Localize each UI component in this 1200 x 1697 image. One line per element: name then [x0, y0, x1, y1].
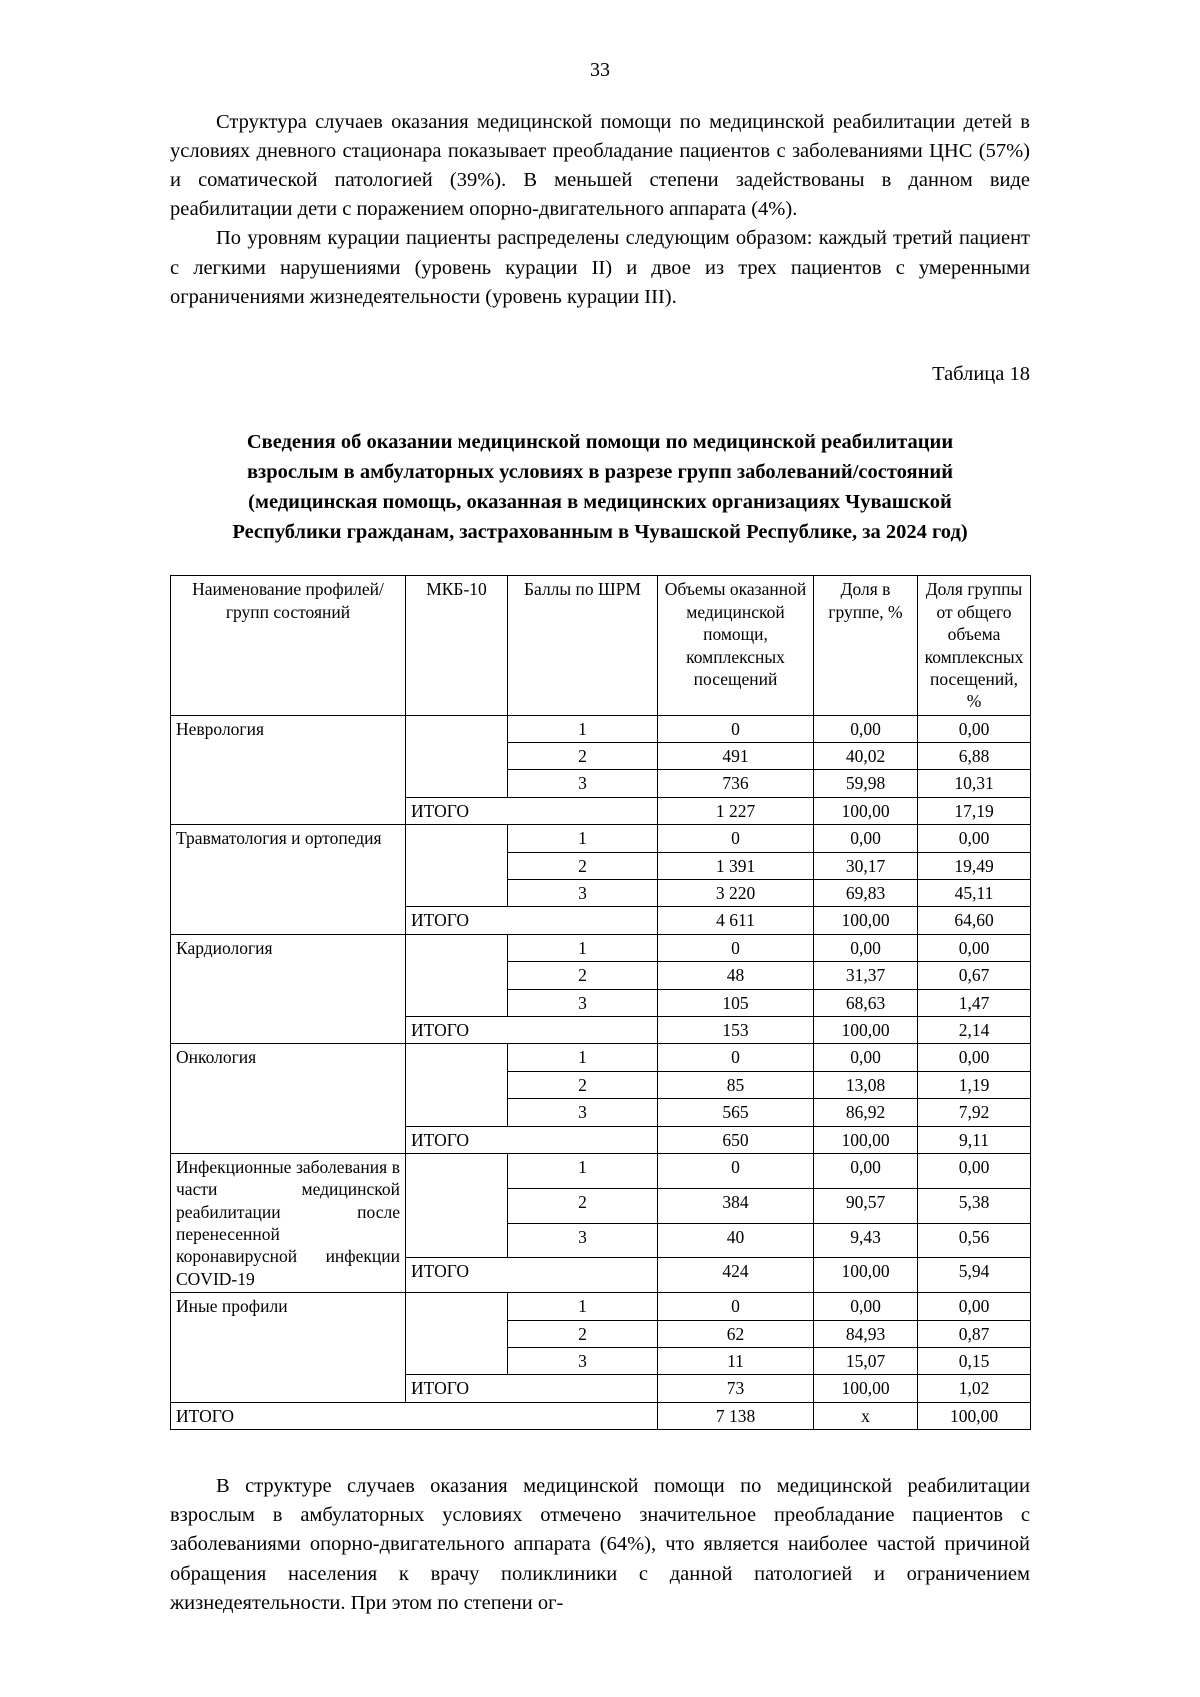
- share-total-cell: 5,38: [918, 1188, 1031, 1223]
- share-group-cell: 90,57: [814, 1188, 918, 1223]
- volume-cell: 0: [658, 715, 814, 742]
- share-group-cell: 0,00: [814, 1153, 918, 1188]
- grand-total-label: ИТОГО: [171, 1402, 658, 1429]
- shrm-cell: 3: [508, 880, 658, 907]
- paragraph-tail-1: В структуре случаев оказания медицинской помощи по медицинской реабилитации взрослым в амбулаторных условиях отмечено значительное преобладание пациентов с заболеваниями опорно-двигательного аппарата (64%), что является наиболее частой причиной обращения населения к врачу поликлиники с данной патологией и ограничением жизнедеятельности. При этом по степени ог-: [170, 1475, 1030, 1614]
- group-total-label: ИТОГО: [406, 797, 658, 824]
- share-total-cell: 0,00: [918, 1044, 1031, 1071]
- share-group-cell: 86,92: [814, 1099, 918, 1126]
- table-row: [171, 1153, 1031, 1188]
- share-group-cell: 68,63: [814, 989, 918, 1016]
- page-content: [170, 108, 1030, 1618]
- volume-cell: 153: [658, 1016, 814, 1043]
- share-group-cell: 69,83: [814, 880, 918, 907]
- share-group-cell: 100,00: [814, 1375, 918, 1402]
- volume-cell: 1 227: [658, 797, 814, 824]
- shrm-cell: 1: [508, 825, 658, 852]
- group-name-cell: Инфекционные заболевания в части медицинской реабилитации после перенесенной коронавирусной инфекции COVID-19: [171, 1153, 406, 1292]
- page-number: 33: [590, 59, 610, 81]
- share-total-cell: 6,88: [918, 743, 1031, 770]
- group-name-cell: Иные профили: [171, 1293, 406, 1403]
- column-header-volume: Объемы оказанной медицинской помощи, комплексных посещений: [658, 576, 814, 715]
- rehabilitation-data-table: [170, 575, 1031, 1430]
- group-total-label: ИТОГО: [406, 1016, 658, 1043]
- volume-cell: 85: [658, 1071, 814, 1098]
- share-group-cell: 100,00: [814, 1126, 918, 1153]
- share-total-cell: 0,00: [918, 825, 1031, 852]
- share-total-cell: 1,19: [918, 1071, 1031, 1098]
- column-header-shrm: Баллы по ШРМ: [508, 576, 658, 715]
- volume-cell: 650: [658, 1126, 814, 1153]
- share-total-cell: 45,11: [918, 880, 1031, 907]
- group-name-cell: Кардиология: [171, 934, 406, 1044]
- mkb-cell: [406, 825, 508, 907]
- shrm-cell: 1: [508, 1153, 658, 1188]
- share-total-cell: 0,00: [918, 934, 1031, 961]
- shrm-cell: 3: [508, 770, 658, 797]
- volume-cell: 736: [658, 770, 814, 797]
- table-row-grand-total: [171, 1402, 1031, 1429]
- volume-cell: 73: [658, 1375, 814, 1402]
- table-row: [171, 1293, 1031, 1320]
- table-header-row: [171, 576, 1031, 715]
- mkb-cell: [406, 1293, 508, 1375]
- share-total-cell: 17,19: [918, 797, 1031, 824]
- volume-cell: 4 611: [658, 907, 814, 934]
- share-total-cell: 0,87: [918, 1320, 1031, 1347]
- share-group-cell: 0,00: [814, 715, 918, 742]
- paragraph-intro-2: По уровням курации пациенты распределены следующим образом: каждый третий пациент с легкими нарушениями (уровень курации II) и двое из трех пациентов с умеренными ограничениями жизнедеятельности (уровень курации III).: [170, 227, 1030, 308]
- shrm-cell: 2: [508, 1071, 658, 1098]
- share-total-cell: 2,14: [918, 1016, 1031, 1043]
- volume-cell: 48: [658, 962, 814, 989]
- share-group-cell: 31,37: [814, 962, 918, 989]
- column-header-share-group: Доля в группе, %: [814, 576, 918, 715]
- share-group-cell: 100,00: [814, 1258, 918, 1293]
- column-header-mkb: МКБ-10: [406, 576, 508, 715]
- share-group-cell: 0,00: [814, 1293, 918, 1320]
- volume-cell: 105: [658, 989, 814, 1016]
- share-total-cell: 0,00: [918, 1293, 1031, 1320]
- column-header-share-total: Доля группы от общего объема комплексных посещений, %: [918, 576, 1031, 715]
- share-total-cell: 10,31: [918, 770, 1031, 797]
- shrm-cell: 3: [508, 989, 658, 1016]
- volume-cell: 11: [658, 1348, 814, 1375]
- share-total-cell: 0,00: [918, 715, 1031, 742]
- volume-cell: 491: [658, 743, 814, 770]
- share-group-cell: 0,00: [814, 825, 918, 852]
- shrm-cell: 3: [508, 1099, 658, 1126]
- table-title: Сведения об оказании медицинской помощи по медицинской реабилитации взрослым в амбулаторных условиях в разрезе групп заболеваний/состояний (медицинская помощь, оказанная в медицинских организациях Чувашской Республики гражданам, застрахованным в Чувашской Республике, за 2024 год): [232, 431, 968, 543]
- shrm-cell: 1: [508, 715, 658, 742]
- share-group-cell: 100,00: [814, 1016, 918, 1043]
- table-header: [171, 576, 1031, 715]
- share-total-cell: 100,00: [918, 1402, 1031, 1429]
- share-total-cell: 7,92: [918, 1099, 1031, 1126]
- group-name-cell: Травматология и ортопедия: [171, 825, 406, 935]
- volume-cell: 3 220: [658, 880, 814, 907]
- shrm-cell: 1: [508, 1293, 658, 1320]
- group-total-label: ИТОГО: [406, 1375, 658, 1402]
- table-row: [171, 1044, 1031, 1071]
- share-group-cell: 30,17: [814, 852, 918, 879]
- table-row: [171, 825, 1031, 852]
- share-total-cell: 0,00: [918, 1153, 1031, 1188]
- volume-cell: 565: [658, 1099, 814, 1126]
- paragraph-intro-1: Структура случаев оказания медицинской помощи по медицинской реабилитации детей в условиях дневного стационара показывает преобладание пациентов с заболеваниями ЦНС (57%) и соматической патологией (39%). В меньшей степени задействованы в данном виде реабилитации дети с поражением опорно-двигательного аппарата (4%).: [170, 111, 1030, 221]
- shrm-cell: 1: [508, 934, 658, 961]
- share-total-cell: 0,67: [918, 962, 1031, 989]
- share-total-cell: 5,94: [918, 1258, 1031, 1293]
- share-group-cell: 40,02: [814, 743, 918, 770]
- shrm-cell: 2: [508, 962, 658, 989]
- volume-cell: 40: [658, 1223, 814, 1258]
- share-group-cell: x: [814, 1402, 918, 1429]
- share-total-cell: 1,47: [918, 989, 1031, 1016]
- share-total-cell: 0,15: [918, 1348, 1031, 1375]
- share-group-cell: 0,00: [814, 934, 918, 961]
- share-group-cell: 9,43: [814, 1223, 918, 1258]
- share-total-cell: 1,02: [918, 1375, 1031, 1402]
- share-total-cell: 9,11: [918, 1126, 1031, 1153]
- mkb-cell: [406, 1044, 508, 1126]
- share-group-cell: 59,98: [814, 770, 918, 797]
- shrm-cell: 2: [508, 1188, 658, 1223]
- volume-cell: 62: [658, 1320, 814, 1347]
- shrm-cell: 3: [508, 1223, 658, 1258]
- share-group-cell: 15,07: [814, 1348, 918, 1375]
- volume-cell: 0: [658, 934, 814, 961]
- volume-cell: 384: [658, 1188, 814, 1223]
- column-header-name: Наименование профилей/групп состояний: [171, 576, 406, 715]
- volume-cell: 0: [658, 825, 814, 852]
- group-total-label: ИТОГО: [406, 907, 658, 934]
- volume-cell: 0: [658, 1293, 814, 1320]
- shrm-cell: 1: [508, 1044, 658, 1071]
- shrm-cell: 3: [508, 1348, 658, 1375]
- share-group-cell: 84,93: [814, 1320, 918, 1347]
- mkb-cell: [406, 715, 508, 797]
- group-name-cell: Онкология: [171, 1044, 406, 1154]
- share-group-cell: 0,00: [814, 1044, 918, 1071]
- mkb-cell: [406, 934, 508, 1016]
- share-total-cell: 0,56: [918, 1223, 1031, 1258]
- group-name-cell: Неврология: [171, 715, 406, 825]
- share-group-cell: 13,08: [814, 1071, 918, 1098]
- volume-cell: 1 391: [658, 852, 814, 879]
- shrm-cell: 2: [508, 1320, 658, 1347]
- volume-cell: 0: [658, 1044, 814, 1071]
- group-total-label: ИТОГО: [406, 1126, 658, 1153]
- mkb-cell: [406, 1153, 508, 1257]
- volume-cell: 424: [658, 1258, 814, 1293]
- shrm-cell: 2: [508, 852, 658, 879]
- share-total-cell: 19,49: [918, 852, 1031, 879]
- shrm-cell: 2: [508, 743, 658, 770]
- share-total-cell: 64,60: [918, 907, 1031, 934]
- share-group-cell: 100,00: [814, 907, 918, 934]
- group-total-label: ИТОГО: [406, 1258, 658, 1293]
- share-group-cell: 100,00: [814, 797, 918, 824]
- table-body: [171, 715, 1031, 1430]
- table-row: [171, 934, 1031, 961]
- table-row: [171, 715, 1031, 742]
- table-caption-number: Таблица 18: [932, 362, 1030, 385]
- volume-cell: 0: [658, 1153, 814, 1188]
- volume-cell: 7 138: [658, 1402, 814, 1429]
